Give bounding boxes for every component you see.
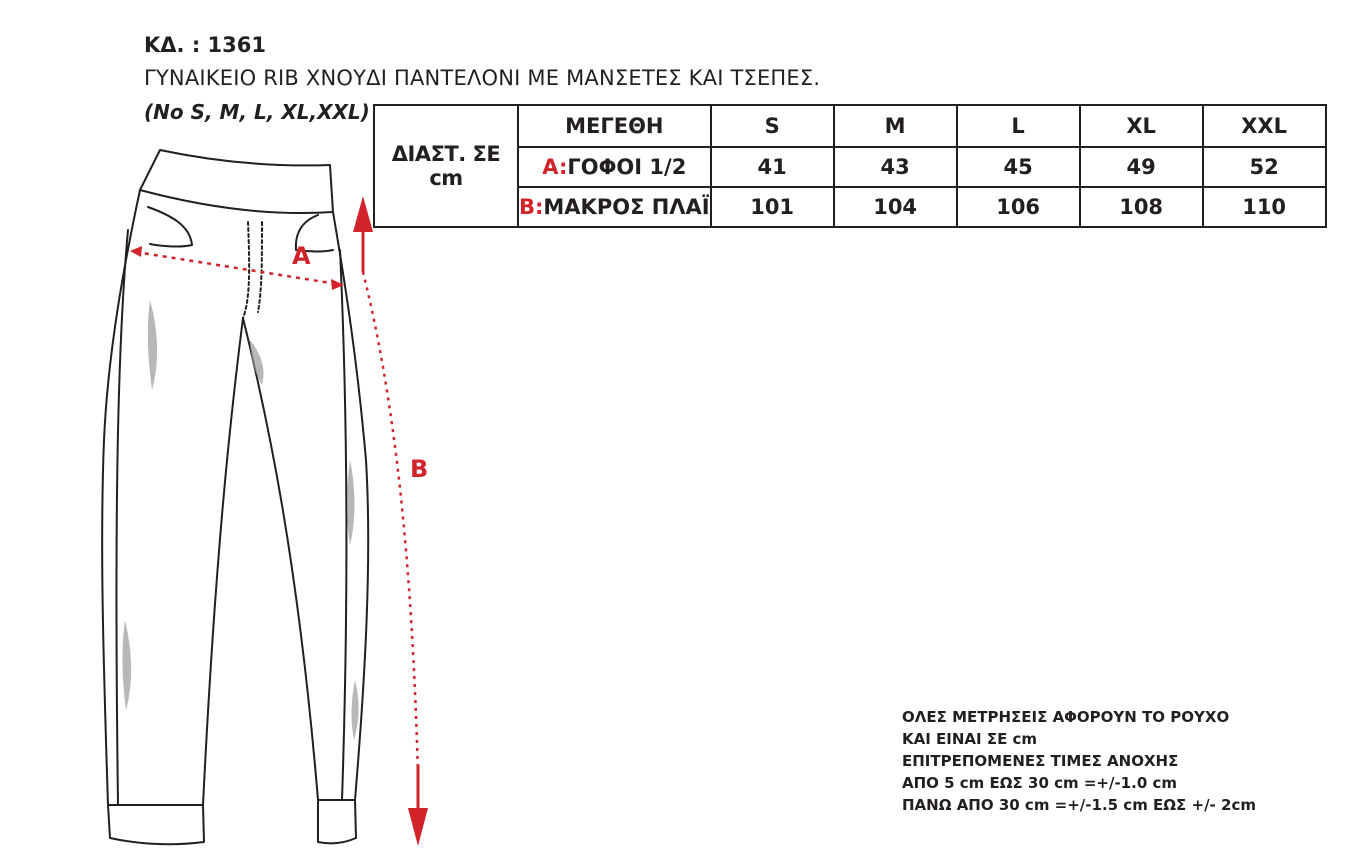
table-cell: 108 (1080, 187, 1203, 227)
label-b: B (410, 455, 429, 483)
measurement-a (130, 242, 344, 290)
table-cell: 101 (711, 187, 834, 227)
size-header: M (834, 105, 957, 147)
table-cell: 104 (834, 187, 957, 227)
right-leg-inner-seam (243, 318, 318, 800)
left-cuff (108, 805, 204, 844)
measurement-name: ΜΑΚΡΟΣ ΠΛΑΪ (543, 195, 710, 219)
table-cell: 49 (1080, 147, 1203, 187)
measurement-b (353, 196, 428, 846)
table-cell: 52 (1203, 147, 1326, 187)
product-code: ΚΔ. : 1361 (144, 33, 266, 57)
waistband (140, 150, 333, 213)
side-length-line (363, 272, 418, 775)
size-header: XXL (1203, 105, 1326, 147)
sizes-title: ΜΕΓΕΘΗ (518, 105, 711, 147)
note-line: ΠΑΝΩ ΑΠΟ 30 cm =+/-1.5 cm ΕΩΣ +/- 2cm (902, 796, 1256, 814)
right-cuff (318, 800, 356, 843)
arrow-head-icon (130, 246, 142, 257)
fly-stitch (258, 222, 262, 312)
table-cell: 41 (711, 147, 834, 187)
left-side-stripe (116, 230, 128, 805)
label-a: A (292, 242, 311, 270)
left-pocket (148, 207, 192, 247)
table-cell: 45 (957, 147, 1080, 187)
dimensions-unit-label: ΔΙΑΣΤ. ΣΕ cm (374, 105, 518, 227)
note-line: ΚΑΙ ΕΙΝΑΙ ΣΕ cm (902, 730, 1038, 748)
measurement-letter: B: (519, 195, 544, 219)
left-leg-inner-seam (203, 318, 243, 805)
fabric-shading (122, 300, 358, 740)
table-cell: 110 (1203, 187, 1326, 227)
note-line: ΟΛΕΣ ΜΕΤΡΗΣΕΙΣ ΑΦΟΡΟΥΝ ΤΟ ΡΟΥΧΟ (902, 708, 1230, 726)
measurement-name: ΓΟΦΟΙ 1/2 (567, 155, 687, 179)
note-line: ΑΠΟ 5 cm ΕΩΣ 30 cm =+/-1.0 cm (902, 774, 1178, 792)
size-header: S (711, 105, 834, 147)
table-cell: 43 (834, 147, 957, 187)
available-sizes: (No S, M, L, XL,XXL) (144, 100, 370, 124)
pants-outline (102, 150, 368, 844)
right-side-stripe (340, 250, 346, 800)
arrow-down-icon (408, 808, 428, 846)
tolerance-notes (902, 706, 1256, 816)
note-line: ΕΠΙΤΡΕΠΟΜΕΝΕΣ ΤΙΜΕΣ ΑΝΟΧΗΣ (902, 752, 1179, 770)
table-cell: 106 (957, 187, 1080, 227)
measurement-letter: A: (542, 155, 568, 179)
size-header: XL (1080, 105, 1203, 147)
left-leg-outer-seam (102, 190, 140, 805)
product-description: ΓΥΝΑΙΚΕΙΟ RIB ΧΝΟΥΔΙ ΠΑΝΤΕΛΟΝΙ ΜΕ ΜΑΝΣΕΤΕΣ ΚΑΙ ΤΣΕΠΕΣ. (144, 66, 821, 90)
size-header: L (957, 105, 1080, 147)
arrow-up-icon (353, 196, 373, 232)
